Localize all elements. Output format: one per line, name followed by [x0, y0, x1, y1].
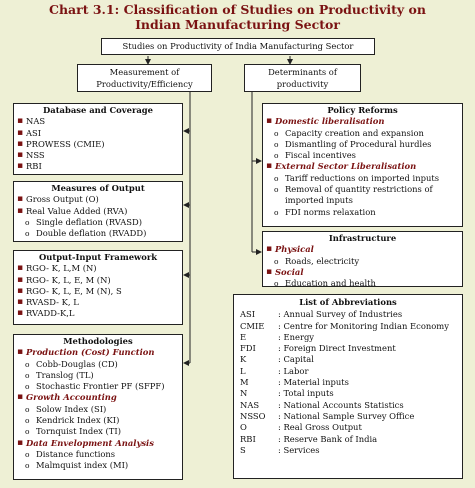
- methodology-item: o Distance functions: [17, 449, 179, 460]
- framework-title: Output-Input Framework: [38, 252, 158, 262]
- policy-group: ▪ Domestic liberalisation: [266, 116, 459, 127]
- framework-item: ▪ RGO- K, L, E, M (N): [17, 275, 179, 286]
- methodology-item: o Kendrick Index (KI): [17, 415, 179, 426]
- abbreviation-value: : Total inputs: [278, 388, 334, 399]
- methodology-group: ▪ Growth Accounting: [17, 392, 179, 403]
- abbreviation-value: : Energy: [278, 331, 315, 342]
- policy-item: o Tariff reductions on imported inputs: [266, 173, 459, 184]
- abbreviation-row: [240, 332, 456, 343]
- abbreviation-row: [240, 400, 456, 411]
- abbreviation-value: : Material inputs: [278, 377, 349, 388]
- title-line-2: Indian Manufacturing Sector: [135, 17, 340, 32]
- root-label: Studies on Productivity of India Manufacturing Sector: [122, 41, 354, 51]
- abbreviation-key: NSSO: [240, 410, 266, 421]
- abbreviation-row: [240, 321, 456, 332]
- abbreviation-key: ASI: [240, 309, 256, 320]
- abbreviation-value: : Real Gross Output: [278, 422, 362, 433]
- abbreviation-value: : National Accounts Statistics: [278, 399, 404, 410]
- title-line-1: Chart 3.1: Classification of Studies on Productivity on: [49, 2, 426, 17]
- abbreviation-key: L: [240, 365, 246, 376]
- abbreviation-row: [240, 434, 456, 445]
- methodology-item: o Tornquist Index (TI): [17, 426, 179, 437]
- determinants-label: Determinants of productivity: [268, 67, 337, 89]
- methodology-group: ▪ Production (Cost) Function: [17, 347, 179, 358]
- policy-item: o Dismantling of Procedural hurdles: [266, 139, 459, 150]
- abbreviation-key: CMIE: [240, 320, 265, 331]
- root-box: [101, 38, 375, 55]
- policy-group: ▪ External Sector Liberalisation: [266, 161, 459, 172]
- framework-item: ▪ RGO- K, L,M (N): [17, 263, 179, 274]
- abbreviation-key: FDI: [240, 343, 256, 354]
- abbreviations-box: [233, 294, 463, 479]
- infrastructure-box: [262, 231, 463, 287]
- methodology-item: o Malmquist index (MI): [17, 460, 179, 471]
- database-coverage-box: [13, 103, 183, 175]
- abbreviation-key: S: [240, 444, 246, 455]
- methodology-group: ▪ Data Envelopment Analysis: [17, 438, 179, 449]
- database-item: ▪ PROWESS (CMIE): [17, 139, 179, 150]
- abbreviation-row: [240, 309, 456, 320]
- infrastructure-title: Infrastructure: [328, 233, 397, 243]
- framework-item: ▪ RGO- K, L, E, M (N), S: [17, 286, 179, 297]
- framework-item: ▪ RVASD- K, L: [17, 297, 179, 308]
- database-item: ▪ RBI: [17, 161, 179, 172]
- abbreviation-value: : Reserve Bank of India: [278, 433, 378, 444]
- framework-item: ▪ RVADD-K,L: [17, 308, 179, 319]
- infrastructure-group: ▪ Physical: [266, 244, 459, 255]
- abbreviation-value: : National Sample Survey Office: [278, 410, 415, 421]
- abbreviation-row: [240, 366, 456, 377]
- output-subitem: o Single deflation (RVASD): [17, 217, 179, 228]
- output-subitem: o Double deflation (RVADD): [17, 228, 179, 239]
- abbreviation-row: [240, 354, 456, 365]
- abbreviation-key: NAS: [240, 399, 260, 410]
- abbreviation-key: RBI: [240, 433, 256, 444]
- determinants-box: [244, 64, 361, 92]
- infrastructure-item: o Education and health: [266, 278, 459, 289]
- policy-item: o FDI norms relaxation: [266, 207, 459, 218]
- methodologies-title: Methodologies: [63, 336, 133, 346]
- database-item: ▪ NAS: [17, 116, 179, 127]
- database-item: ▪ NSS: [17, 150, 179, 161]
- infrastructure-group: ▪ Social: [266, 267, 459, 278]
- abbreviation-key: M: [240, 377, 249, 388]
- abbreviation-value: : Foreign Direct Investment: [278, 343, 396, 354]
- policy-item: o Capacity creation and expansion: [266, 128, 459, 139]
- abbreviation-row: [240, 388, 456, 399]
- abbreviation-row: [240, 422, 456, 433]
- methodology-item: o Stochastic Frontier PF (SFPF): [17, 381, 179, 392]
- measures-of-output-box: [13, 181, 183, 242]
- methodology-item: o Cobb-Douglas (CD): [17, 359, 179, 370]
- abbreviation-row: [240, 445, 456, 456]
- abbreviation-row: [240, 343, 456, 354]
- measurement-box: [77, 64, 212, 92]
- database-title: Database and Coverage: [43, 105, 153, 115]
- infrastructure-item: o Roads, electricity: [266, 256, 459, 267]
- abbreviation-value: : Centre for Monitoring Indian Economy: [278, 320, 449, 331]
- output-input-framework-box: [13, 250, 183, 325]
- abbreviation-value: : Services: [278, 444, 320, 455]
- database-item: ▪ ASI: [17, 128, 179, 139]
- abbreviation-value: : Capital: [278, 354, 314, 365]
- abbreviation-value: : Labor: [278, 365, 309, 376]
- methodology-item: o Translog (TL): [17, 370, 179, 381]
- abbreviation-key: K: [240, 354, 247, 365]
- abbreviation-row: [240, 411, 456, 422]
- methodology-item: o Solow Index (SI): [17, 404, 179, 415]
- output-title: Measures of Output: [51, 183, 145, 193]
- measurement-label: Measurement of Productivity/Efficiency: [96, 67, 193, 89]
- abbreviation-key: E: [240, 331, 247, 342]
- output-item: ▪ Gross Output (O): [17, 194, 179, 205]
- output-item: ▪ Real Value Added (RVA): [17, 206, 179, 217]
- abbreviation-row: [240, 377, 456, 388]
- policy-title: Policy Reforms: [327, 105, 398, 115]
- methodologies-box: [13, 334, 183, 480]
- abbreviation-list: [240, 309, 456, 456]
- abbreviation-key: N: [240, 388, 248, 399]
- abbreviation-key: O: [240, 422, 247, 433]
- abbreviations-title: List of Abbreviations: [299, 297, 397, 307]
- abbreviation-value: : Annual Survey of Industries: [278, 309, 403, 320]
- policy-item: o Fiscal incentives: [266, 150, 459, 161]
- policy-item: o Removal of quantity restrictions of imported inputs: [266, 184, 459, 207]
- policy-reforms-box: [262, 103, 463, 227]
